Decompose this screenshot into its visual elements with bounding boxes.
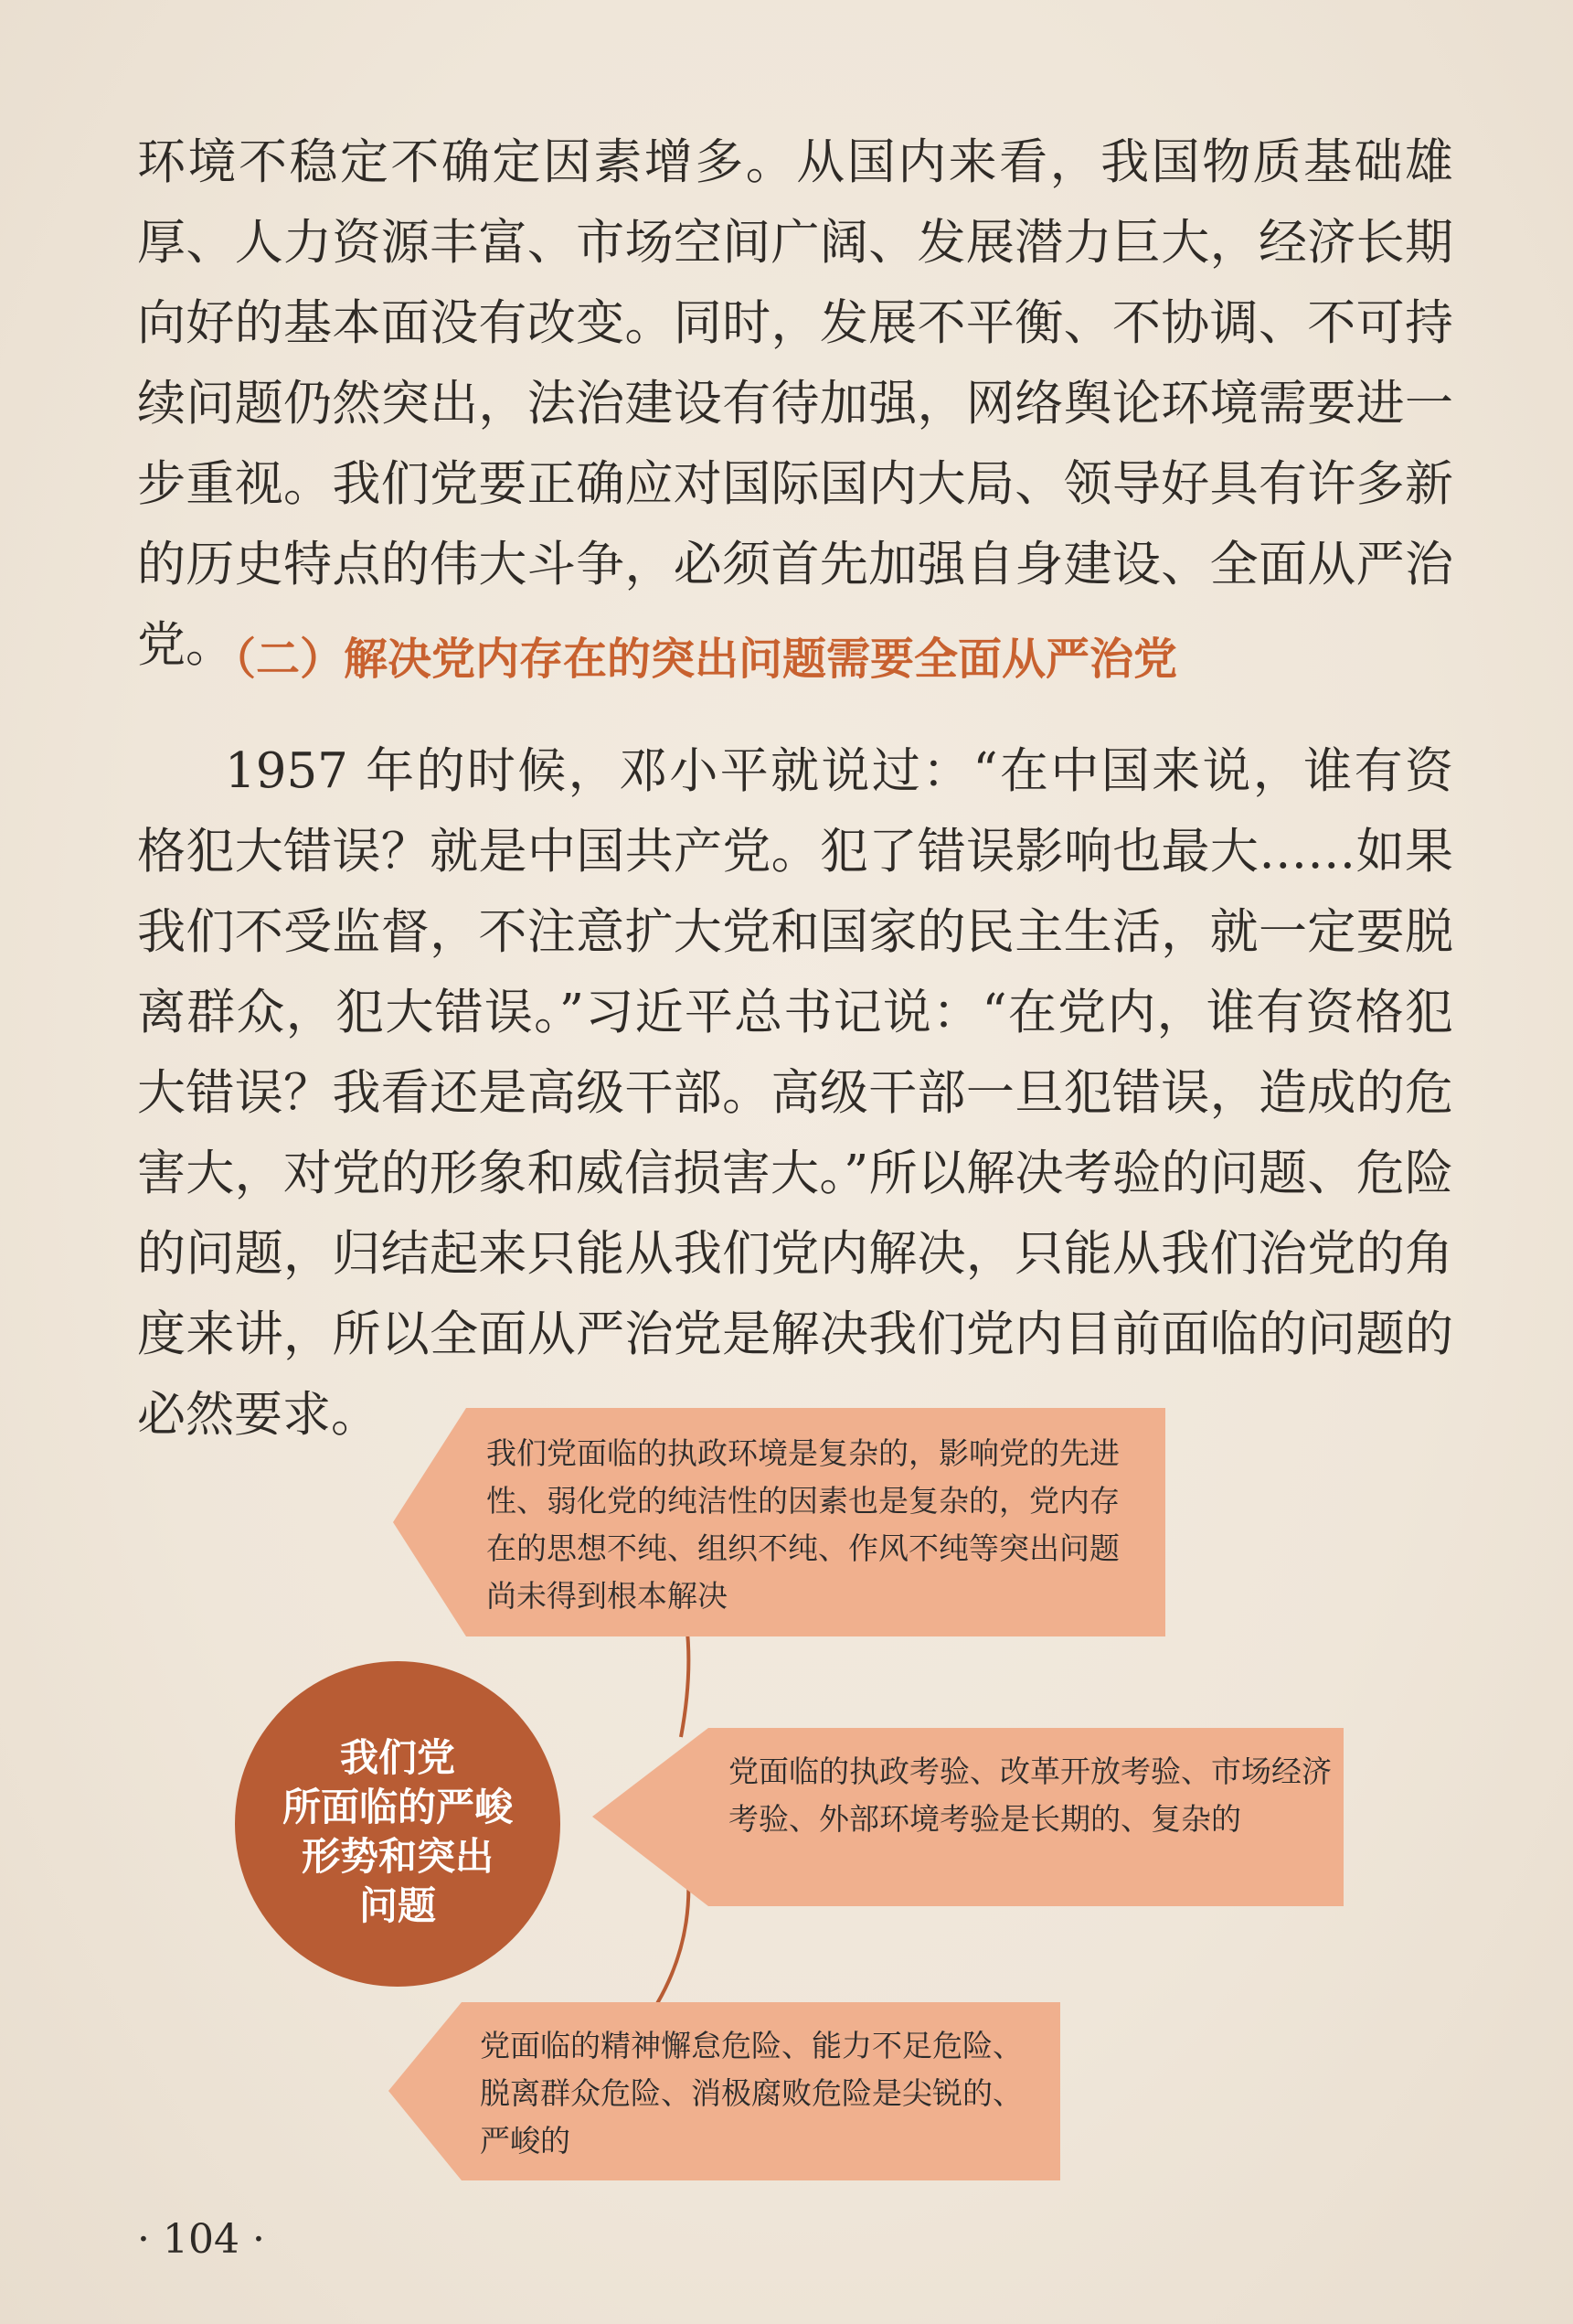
- diagram-box-2-text: 党面临的执政考验、改革开放考验、市场经济考验、外部环境考验是长期的、复杂的: [728, 1754, 1332, 1837]
- diagram-center-label: [247, 1733, 548, 1931]
- diagram-box-1-text: 我们党面临的执政环境是复杂的，影响党的先进性、弱化党的纯洁性的因素也是复杂的，党内存在的思想不纯、组织不纯、作风不纯等突出问题尚未得到根本解决: [486, 1435, 1120, 1614]
- diagram-box-3-text: 党面临的精神懈怠危险、能力不足危险、脱离群众危险、消极腐败危险是尖锐的、严峻的: [480, 2028, 1023, 2159]
- center-label-line-3: 形势和突出: [301, 1834, 494, 1879]
- page-number: · 104 ·: [137, 2216, 265, 2263]
- paragraph-domestic-situation: 环境不稳定不确定因素增多。从国内来看，我国物质基础雄厚、人力资源丰富、市场空间广阔、发展潜力巨大，经济长期向好的基本面没有改变。同时，发展不平衡、不协调、不可持续问题仍然突出，法治建设有待加强，网络舆论环境需要进一步重视。我们党要正确应对国际国内大局、领导好具有许多新的历史特点的伟大斗争，必须首先加强自身建设、全面从严治党。: [137, 134, 1453, 673]
- section-heading: （二）解决党内存在的突出问题需要全面从严治党: [212, 634, 1178, 685]
- center-label-line-2: 所面临的严峻: [282, 1785, 513, 1829]
- paragraph-deng-xi-quotes: 1957 年的时候，邓小平就说过：“在中国来说，谁有资格犯大错误？就是中国共产党。犯了错误影响也最大……如果我们不受监督，不注意扩大党和国家的民主生活，就一定要脱离群众，犯大错误。”习近平总书记说：“在党内，谁有资格犯大错误？我看还是高级干部。高级干部一旦犯错误，造成的危害大，对党的形象和威信损害大。”所以解决考验的问题、危险的问题，归结起来只能从我们党内解决，只能从我们治党的角度来讲，所以全面从严治党是解决我们党内目前面临的问题的必然要求。: [137, 743, 1453, 1443]
- center-label-line-4: 问题: [358, 1883, 436, 1928]
- center-label-line-1: 我们党: [339, 1735, 455, 1780]
